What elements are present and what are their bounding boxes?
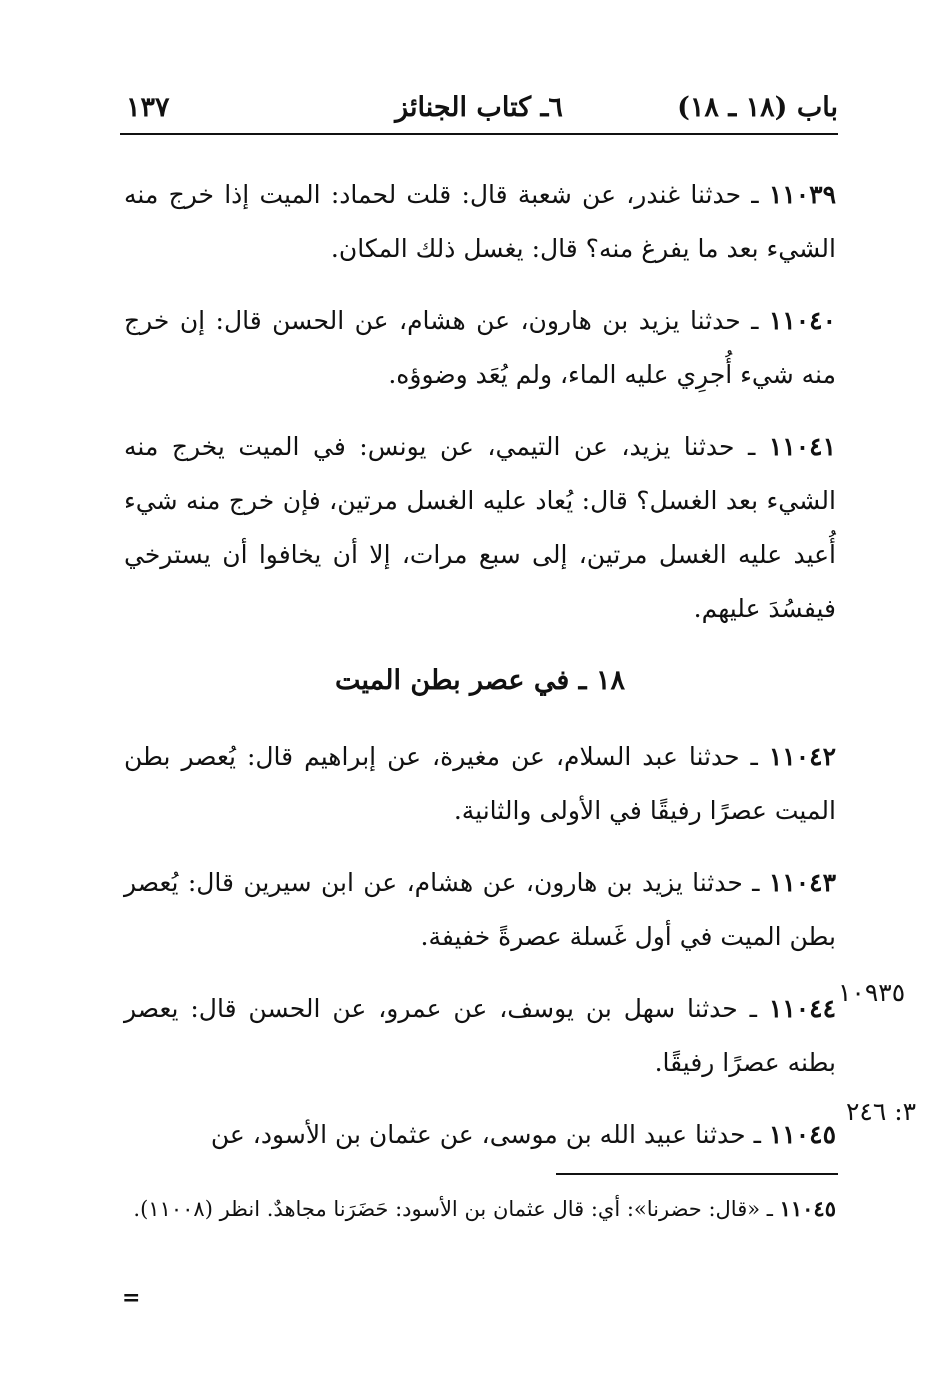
hadith-11040	[124, 294, 836, 402]
margin-ref-11044: ١٠٩٣٥	[838, 978, 906, 1007]
page-number: ١٣٧	[126, 92, 170, 123]
hadith-11045	[124, 1108, 836, 1162]
hadith-text: ـ حدثنا غندر، عن شعبة قال: قلت لحماد: الميت إذا خرج منه الشيء بعد ما يفرغ منه؟ قال: يغسل ذلك المكان.	[124, 180, 836, 263]
continuation-mark: =	[122, 1285, 141, 1311]
running-header	[120, 88, 838, 128]
hadith-number: ١١٠٤٠	[768, 306, 836, 335]
chapter-range: باب (١٨ ـ ١٨)	[677, 92, 838, 123]
hadith-text: ـ حدثنا عبد السلام، عن مغيرة، عن إبراهيم قال: يُعصر بطن الميت عصرًا رفيقًا في الأولى والثانية.	[124, 742, 836, 825]
section-heading: ١٨ ـ في عصر بطن الميت	[335, 665, 625, 696]
book-title: ٦ـ كتاب الجنائز	[395, 92, 563, 123]
footnote-rule	[556, 1173, 838, 1175]
hadith-number: ١١٠٤٥	[768, 1120, 836, 1149]
hadith-11044	[124, 982, 836, 1090]
hadith-number: ١١٠٤١	[768, 432, 836, 461]
main-text	[124, 168, 836, 1180]
hadith-text: ـ حدثنا عبيد الله بن موسى، عن عثمان بن الأسود، عن	[210, 1120, 769, 1149]
hadith-text: ـ حدثنا سهل بن يوسف، عن عمرو، عن الحسن قال: يعصر بطنه عصرًا رفيقًا.	[124, 994, 836, 1077]
footnote	[124, 1188, 836, 1230]
footnote-number: ١١٠٤٥	[779, 1196, 836, 1221]
margin-ref-11045: ٣: ٢٤٦	[846, 1097, 917, 1126]
footnote-text: ـ «قال: حضرنا»: أي: قال عثمان بن الأسود: حَضَرَنا مجاهدٌ. انظر (١١٠٠٨).	[133, 1197, 780, 1221]
hadith-11042	[124, 730, 836, 838]
hadith-number: ١١٠٣٩	[768, 180, 836, 209]
hadith-11043	[124, 856, 836, 964]
hadith-number: ١١٠٤٣	[768, 868, 836, 897]
hadith-number: ١١٠٤٤	[768, 994, 836, 1023]
hadith-number: ١١٠٤٢	[768, 742, 836, 771]
header-rule	[120, 133, 838, 135]
hadith-11039	[124, 168, 836, 276]
hadith-text: ـ حدثنا يزيد بن هارون، عن هشام، عن الحسن قال: إن خرج منه شيء أُجرِي عليه الماء، ولم يُعَد وضوؤه.	[124, 306, 836, 389]
hadith-11041	[124, 420, 836, 636]
hadith-text: ـ حدثنا يزيد بن هارون، عن هشام، عن ابن سيرين قال: يُعصر بطن الميت في أول غَسلة عصرةً خفيفة.	[124, 868, 836, 951]
hadith-text: ـ حدثنا يزيد، عن التيمي، عن يونس: في الميت يخرج منه الشيء بعد الغسل؟ قال: يُعاد عليه الغسل مرتين، فإن خرج منه شيء أُعيد عليه الغسل مرتين، إلى سبع مرات، إلا أن يخافوا أن يسترخي فيفسُدَ عليهم.	[124, 432, 836, 623]
